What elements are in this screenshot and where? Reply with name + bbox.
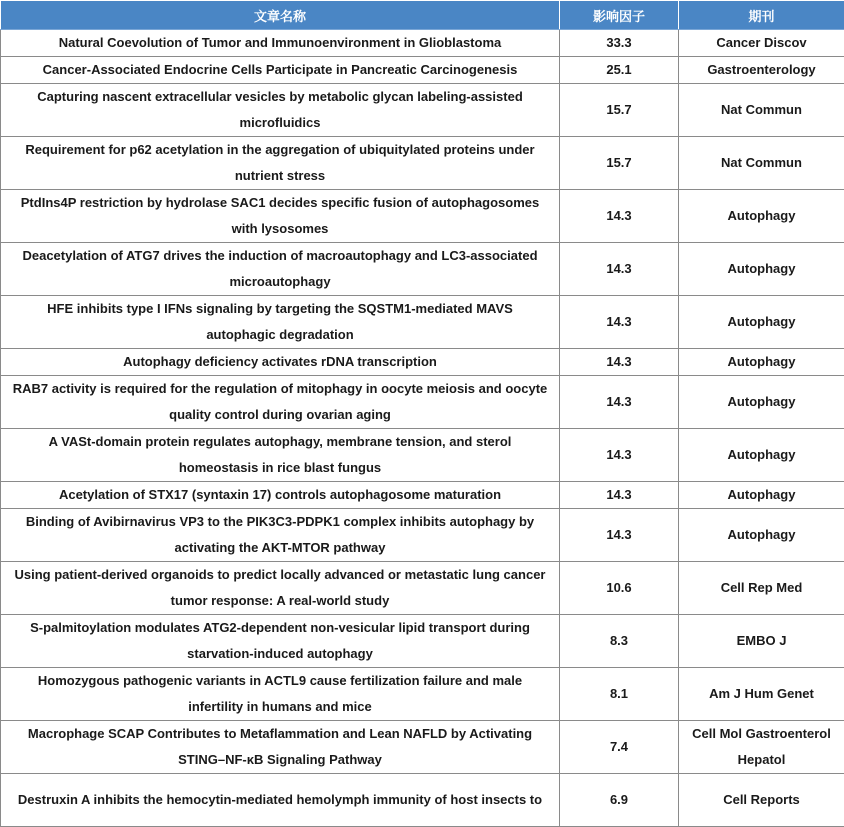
journal-name: Autophagy: [679, 482, 844, 509]
table-row: [1, 57, 844, 84]
journal-name: Autophagy: [679, 296, 844, 349]
table-row: [1, 721, 844, 774]
impact-factor: 25.1: [560, 57, 679, 84]
impact-factor: 14.3: [560, 296, 679, 349]
journal-name: Gastroenterology: [679, 57, 844, 84]
journal-name: Autophagy: [679, 190, 844, 243]
paper-title: RAB7 activity is required for the regulation of mitophagy in oocyte meiosis and oocyte quality control during ovarian aging: [1, 376, 560, 429]
journal-name: Cancer Discov: [679, 30, 844, 57]
table-row: [1, 668, 844, 721]
impact-factor: 14.3: [560, 429, 679, 482]
table-row: [1, 376, 844, 429]
table-body: [1, 30, 844, 827]
table-row: [1, 774, 844, 827]
journal-name: Cell Reports: [679, 774, 844, 827]
journal-name: Autophagy: [679, 349, 844, 376]
impact-factor: 14.3: [560, 376, 679, 429]
table-row: [1, 615, 844, 668]
header-impact-factor: 影响因子: [560, 1, 679, 30]
journal-name: Autophagy: [679, 243, 844, 296]
impact-factor: 8.3: [560, 615, 679, 668]
paper-title: Natural Coevolution of Tumor and Immunoenvironment in Glioblastoma: [1, 30, 560, 57]
paper-title: Binding of Avibirnavirus VP3 to the PIK3C3-PDPK1 complex inhibits autophagy by activating the AKT-MTOR pathway: [1, 509, 560, 562]
header-journal: 期刊: [679, 1, 844, 30]
paper-title: Destruxin A inhibits the hemocytin-mediated hemolymph immunity of host insects to: [1, 774, 560, 827]
table-row: [1, 137, 844, 190]
paper-title: Macrophage SCAP Contributes to Metaflammation and Lean NAFLD by Activating STING–NF-κB Signaling Pathway: [1, 721, 560, 774]
journal-name: EMBO J: [679, 615, 844, 668]
paper-title: PtdIns4P restriction by hydrolase SAC1 decides specific fusion of autophagosomes with lysosomes: [1, 190, 560, 243]
paper-title: A VASt-domain protein regulates autophagy, membrane tension, and sterol homeostasis in rice blast fungus: [1, 429, 560, 482]
table-row: [1, 84, 844, 137]
journal-name: Autophagy: [679, 509, 844, 562]
impact-factor: 14.3: [560, 349, 679, 376]
paper-title: Deacetylation of ATG7 drives the induction of macroautophagy and LC3-associated microautophagy: [1, 243, 560, 296]
impact-factor: 6.9: [560, 774, 679, 827]
impact-factor: 10.6: [560, 562, 679, 615]
impact-factor: 15.7: [560, 137, 679, 190]
paper-title: Capturing nascent extracellular vesicles by metabolic glycan labeling-assisted microfluidics: [1, 84, 560, 137]
table-row: [1, 349, 844, 376]
paper-title: Using patient-derived organoids to predict locally advanced or metastatic lung cancer tumor response: A real-world study: [1, 562, 560, 615]
impact-factor: 7.4: [560, 721, 679, 774]
journal-name: Am J Hum Genet: [679, 668, 844, 721]
header-row: [1, 1, 844, 30]
table-row: [1, 562, 844, 615]
impact-factor: 14.3: [560, 243, 679, 296]
journal-name: Autophagy: [679, 429, 844, 482]
journal-name: Autophagy: [679, 376, 844, 429]
table-header: [1, 1, 844, 30]
table-row: [1, 429, 844, 482]
table-row: [1, 509, 844, 562]
journal-name: Cell Mol Gastroenterol Hepatol: [679, 721, 844, 774]
journal-name: Nat Commun: [679, 84, 844, 137]
table-row: [1, 30, 844, 57]
impact-factor: 33.3: [560, 30, 679, 57]
paper-title: S-palmitoylation modulates ATG2-dependent non-vesicular lipid transport during starvation-induced autophagy: [1, 615, 560, 668]
table-row: [1, 296, 844, 349]
impact-factor: 14.3: [560, 509, 679, 562]
paper-title: Autophagy deficiency activates rDNA transcription: [1, 349, 560, 376]
table-row: [1, 190, 844, 243]
paper-title: Requirement for p62 acetylation in the aggregation of ubiquitylated proteins under nutrient stress: [1, 137, 560, 190]
impact-factor: 8.1: [560, 668, 679, 721]
impact-factor: 15.7: [560, 84, 679, 137]
header-title: 文章名称: [1, 1, 560, 30]
impact-factor: 14.3: [560, 190, 679, 243]
paper-title: Cancer-Associated Endocrine Cells Participate in Pancreatic Carcinogenesis: [1, 57, 560, 84]
table-row: [1, 243, 844, 296]
journal-name: Nat Commun: [679, 137, 844, 190]
journal-name: Cell Rep Med: [679, 562, 844, 615]
table-row: [1, 482, 844, 509]
paper-title: Acetylation of STX17 (syntaxin 17) controls autophagosome maturation: [1, 482, 560, 509]
paper-title: HFE inhibits type I IFNs signaling by targeting the SQSTM1-mediated MAVS autophagic degradation: [1, 296, 560, 349]
impact-factor: 14.3: [560, 482, 679, 509]
paper-title: Homozygous pathogenic variants in ACTL9 cause fertilization failure and male infertility in humans and mice: [1, 668, 560, 721]
